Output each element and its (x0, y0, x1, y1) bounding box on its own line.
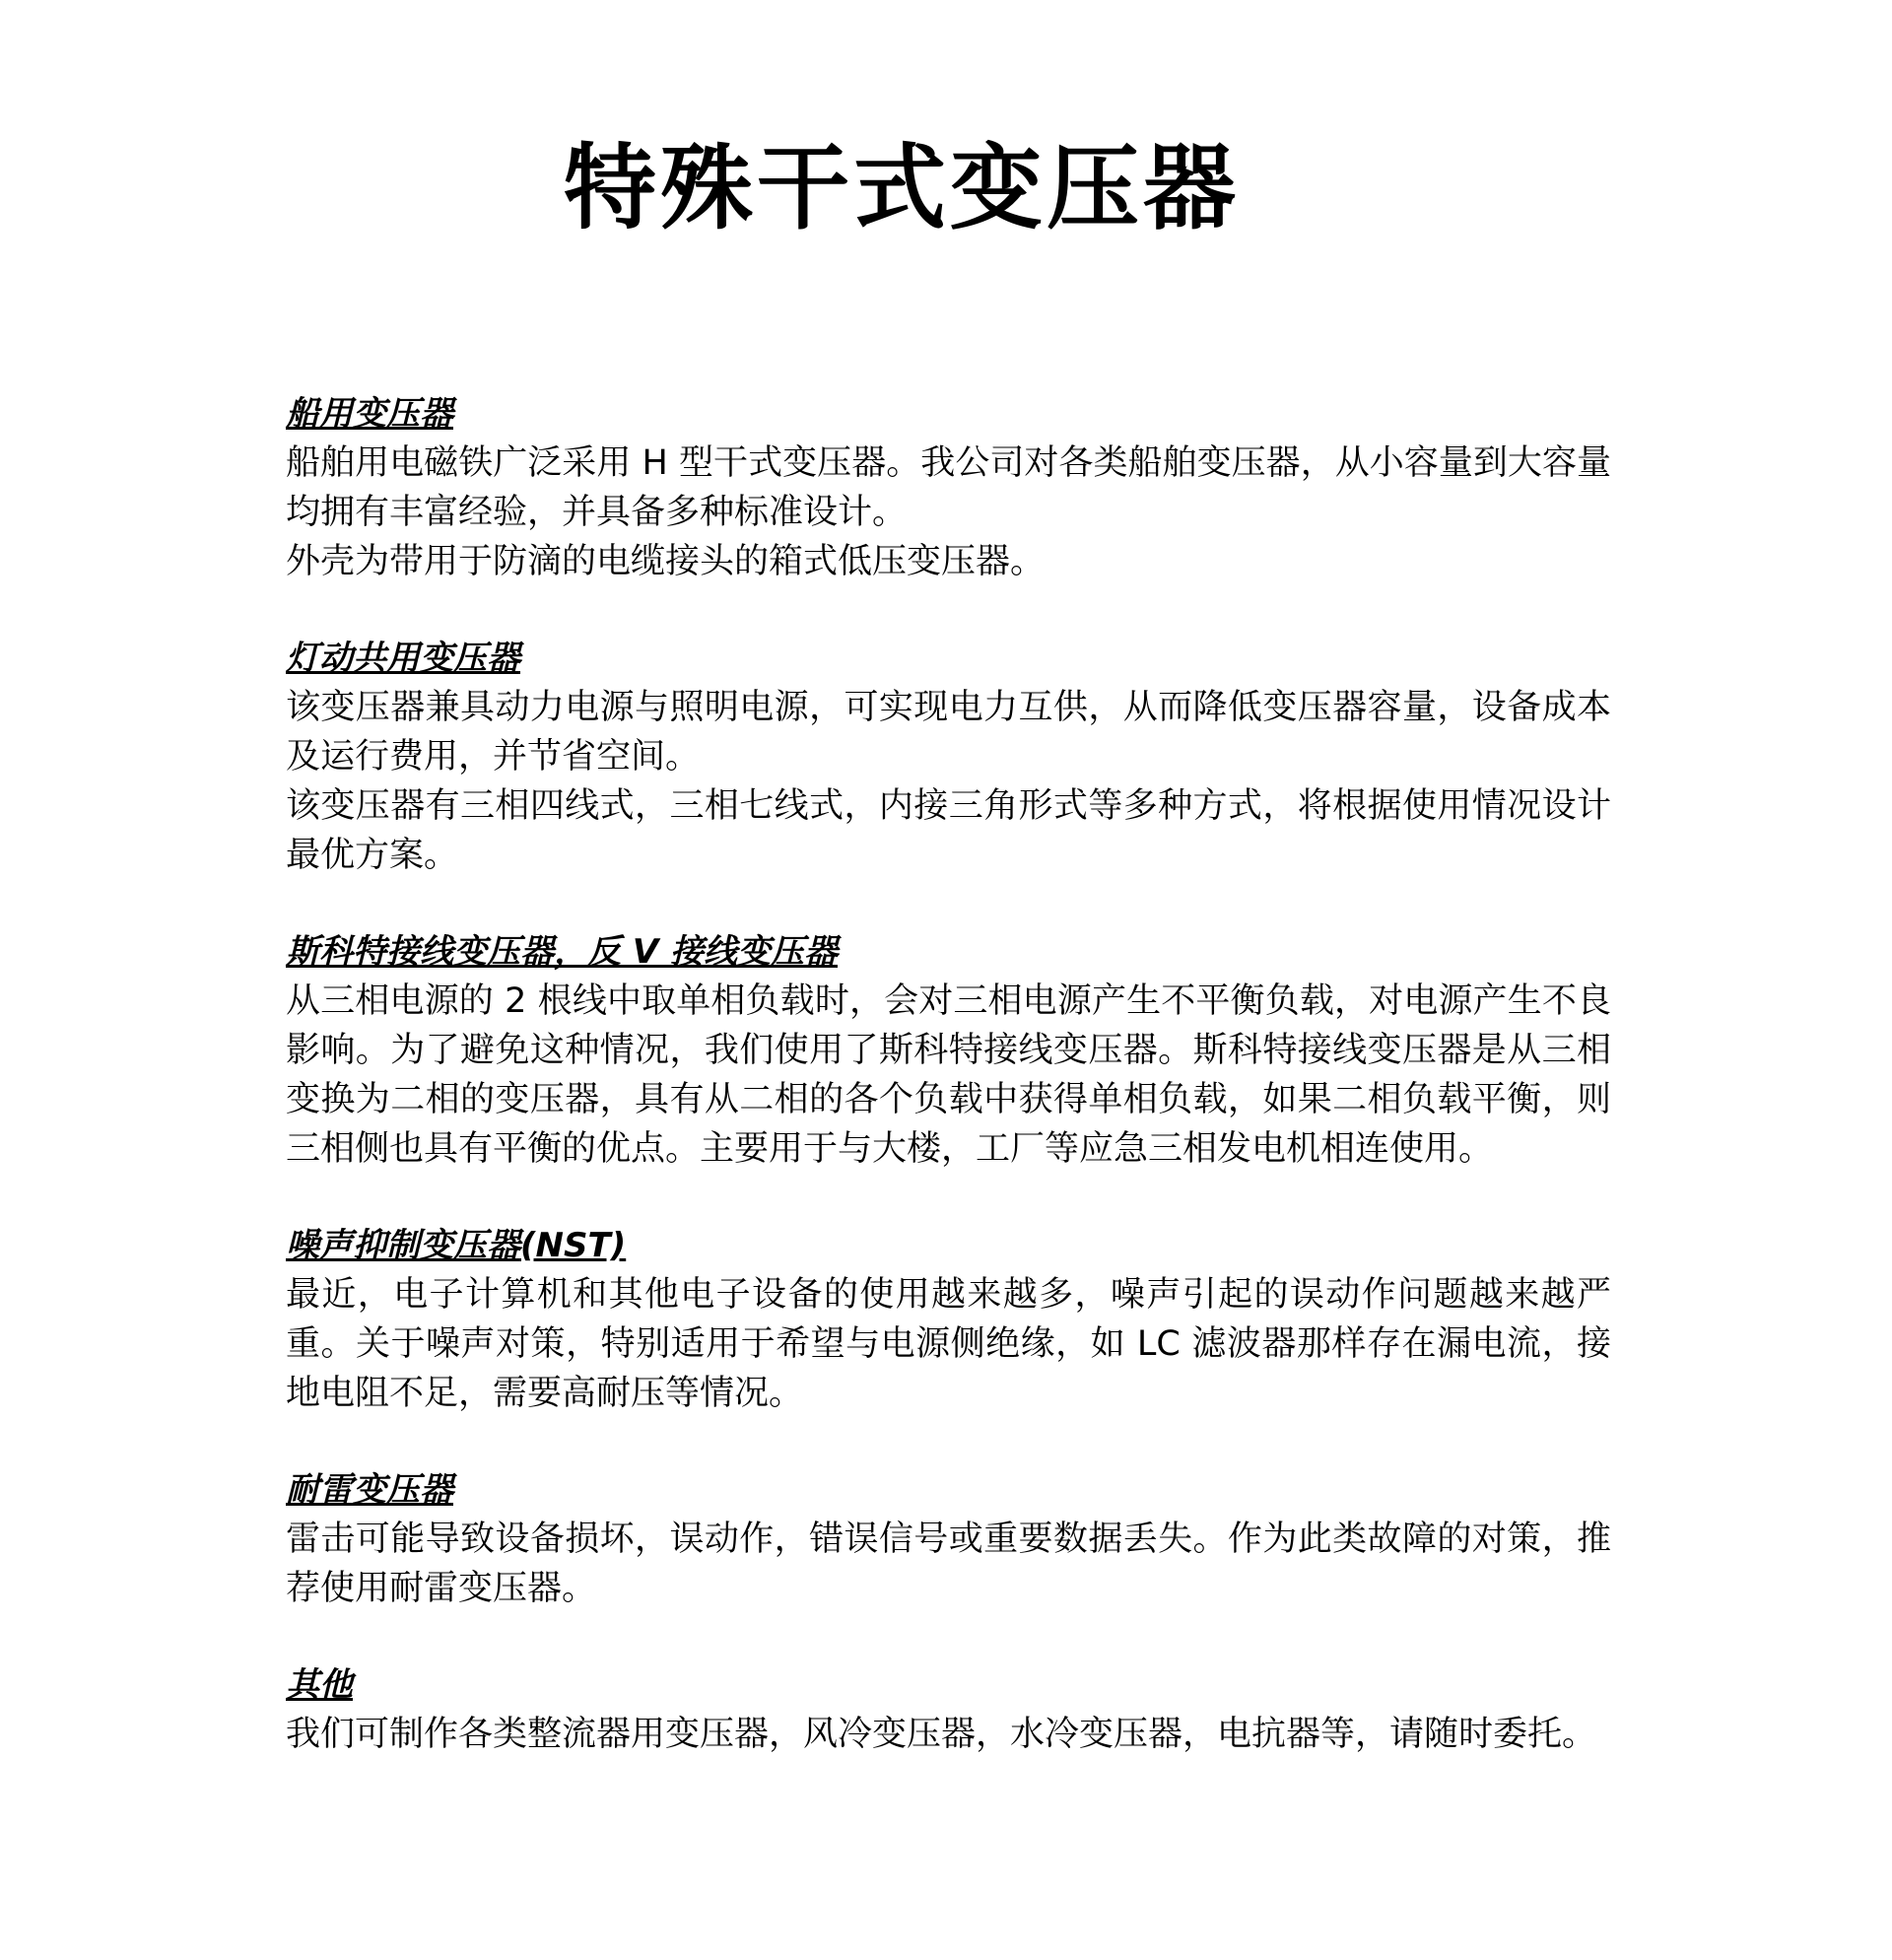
section-paragraph: 最近，电子计算机和其他电子设备的使用越来越多，噪声引起的误动作问题越来越严重。关于噪声对策，特别适用于希望与电源侧绝缘，如 LC 滤波器那样存在漏电流，接地电阻不足，需要高耐压等情况。 (286, 1275, 1611, 1413)
section-lighting-power-transformer (286, 634, 1611, 880)
document-body (286, 389, 1611, 1806)
section-paragraph: 我们可制作各类整流器用变压器，风冷变压器，水冷变压器，电抗器等，请随时委托。 (286, 1715, 1597, 1754)
section-heading: 耐雷变压器 (286, 1470, 453, 1510)
section-scott-transformer (286, 927, 1611, 1174)
page-title: 特殊干式变压器 (563, 135, 1240, 242)
section-heading: 灯动共用变压器 (286, 639, 520, 678)
section-marine-transformer (286, 389, 1611, 586)
section-paragraph: 该变压器兼具动力电源与照明电源，可实现电力互供，从而降低变压器容量，设备成本及运行费用，并节省空间。 (286, 688, 1611, 777)
section-paragraph: 船舶用电磁铁广泛采用 H 型干式变压器。我公司对各类船舶变压器，从小容量到大容量均拥有丰富经验，并具备多种标准设计。 (286, 443, 1611, 532)
section-heading: 斯科特接线变压器，反 V 接线变压器 (286, 932, 838, 972)
section-lightning-resistant-transformer (286, 1465, 1611, 1613)
section-heading: 噪声抑制变压器(NST) (286, 1226, 627, 1265)
section-other (286, 1660, 1611, 1759)
section-heading: 其他 (286, 1665, 353, 1705)
section-noise-suppression-transformer (286, 1221, 1611, 1418)
section-paragraph: 雷击可能导致设备损坏，误动作，错误信号或重要数据丢失。作为此类故障的对策，推荐使用耐雷变压器。 (286, 1520, 1611, 1608)
section-paragraph: 该变压器有三相四线式，三相七线式，内接三角形式等多种方式，将根据使用情况设计最优方案。 (286, 786, 1611, 875)
section-paragraph: 外壳为带用于防滴的电缆接头的箱式低压变压器。 (286, 542, 1046, 581)
section-paragraph: 从三相电源的 2 根线中取单相负载时，会对三相电源产生不平衡负载，对电源产生不良影响。为了避免这种情况，我们使用了斯科特接线变压器。斯科特接线变压器是从三相变换为二相的变压器，具有从二相的各个负载中获得单相负载，如果二相负载平衡，则三相侧也具有平衡的优点。主要用于与大楼，工厂等应急三相发电机相连使用。 (286, 981, 1611, 1169)
section-heading: 船用变压器 (286, 394, 453, 434)
